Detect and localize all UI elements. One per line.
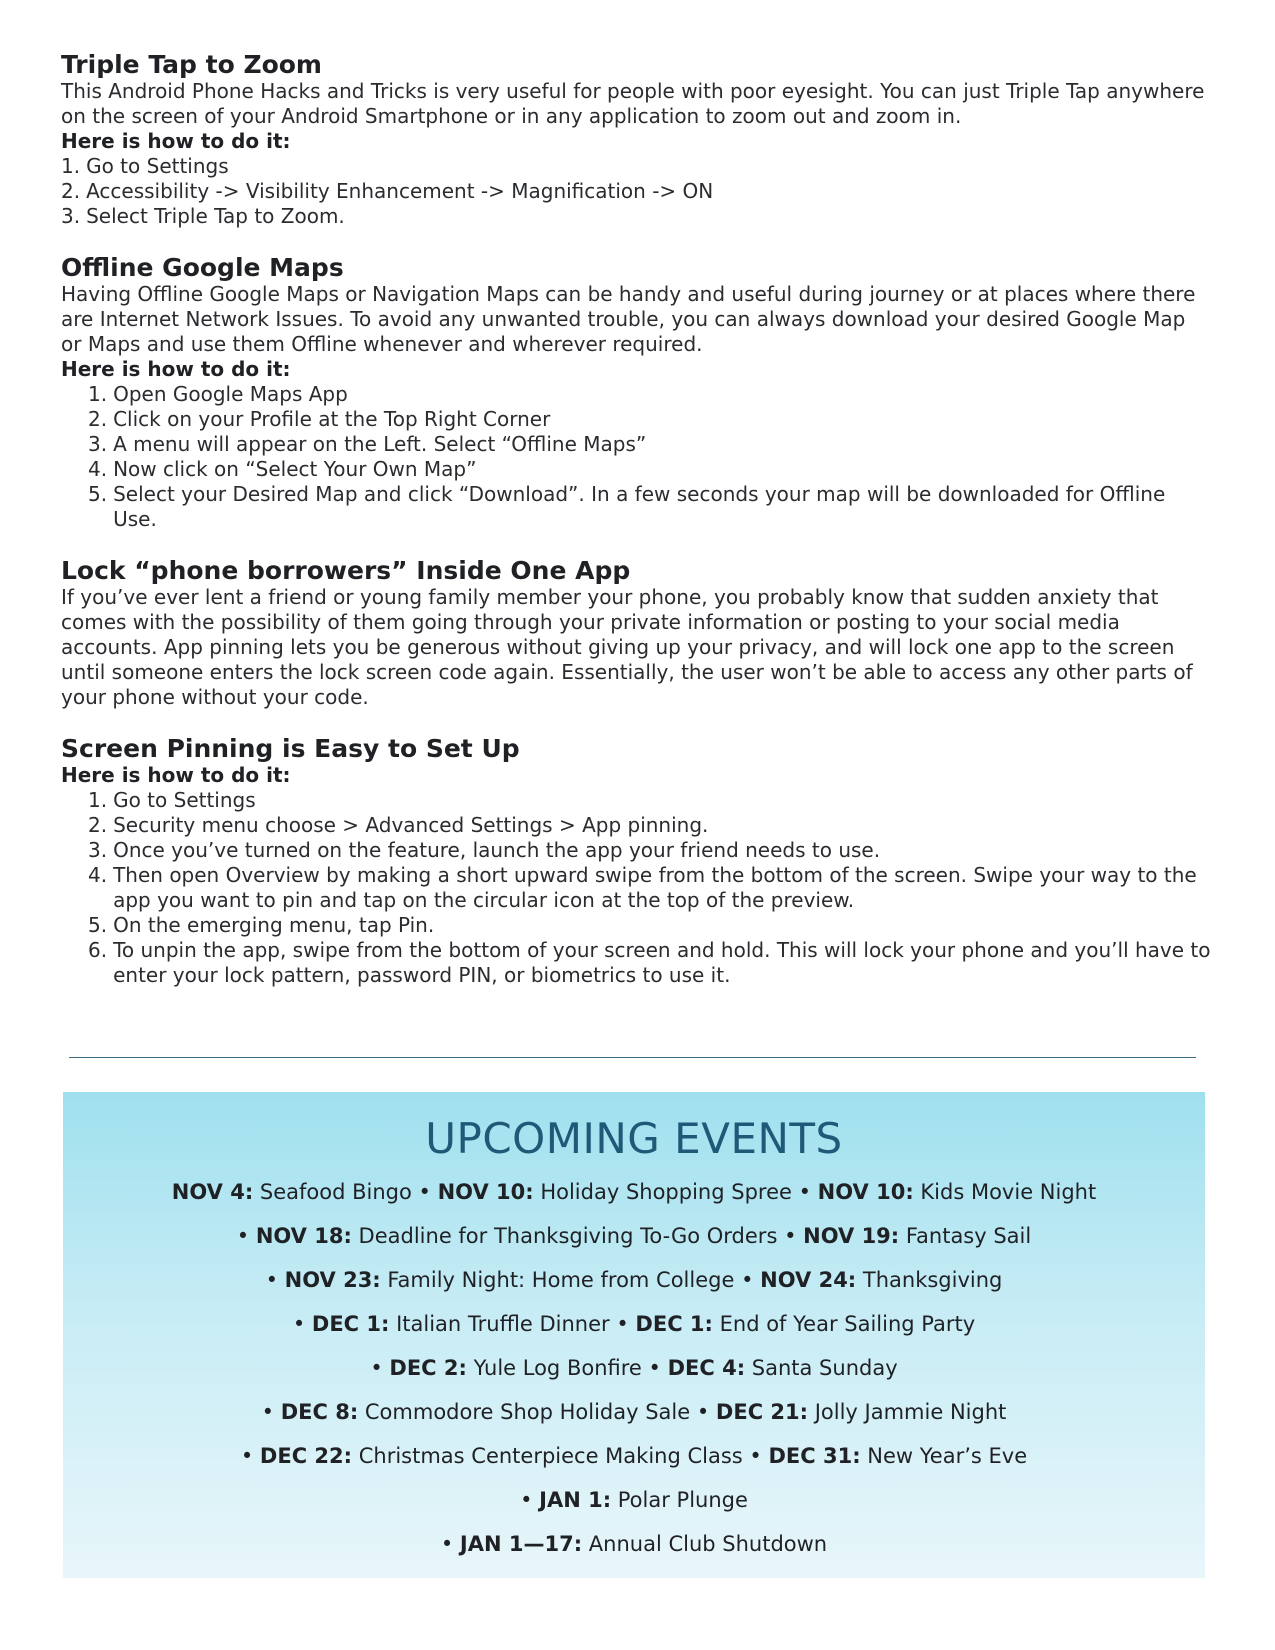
event-line: [63, 1170, 1205, 1214]
event-name: Deadline for Thanksgiving To-Go Orders: [351, 1224, 778, 1248]
bullet-separator: •: [265, 1268, 285, 1292]
event-date: DEC 8:: [280, 1400, 359, 1424]
event-name: Santa Sunday: [745, 1356, 898, 1380]
event-date: DEC 4:: [667, 1356, 746, 1380]
bullet-separator: •: [690, 1400, 716, 1424]
section-lock-phone-borrowers: [61, 556, 1211, 710]
section-paragraph: If you’ve ever lent a friend or young family member your phone, you probably know that sudden anxiety that comes with the possibility of them going through your private information or posting to your social media accounts. App pinning lets you be generous without giving up your privacy, and will lock one app to the screen until someone enters the lock screen code again. Essentially, the user won’t be able to access any other parts of your phone without your code.: [61, 585, 1193, 709]
event-name: Family Night: Home from College: [380, 1268, 735, 1292]
section-screen-pinning: [61, 734, 1211, 988]
list-item: 3. A menu will appear on the Left. Select “Offline Maps”: [88, 432, 647, 456]
steps-list: [61, 788, 1211, 988]
event-line: [63, 1390, 1205, 1434]
upcoming-events-box: [63, 1092, 1205, 1578]
event-name: Christmas Centerpiece Making Class: [352, 1444, 743, 1468]
event-date: JAN 1:: [539, 1488, 612, 1512]
section-title: Triple Tap to Zoom: [61, 50, 322, 79]
bullet-separator: •: [240, 1444, 260, 1468]
list-item: 1. Go to Settings: [61, 154, 229, 178]
event-date: NOV 23:: [284, 1268, 381, 1292]
list-item: 5. Select your Desired Map and click “Download”. In a few seconds your map will be downloaded for Offline Use.: [88, 482, 1166, 531]
bullet-separator: •: [609, 1312, 636, 1336]
event-name: Yule Log Bonfire: [466, 1356, 642, 1380]
bullet-separator: •: [292, 1312, 312, 1336]
event-date: NOV 18:: [255, 1224, 352, 1248]
event-name: End of Year Sailing Party: [712, 1312, 976, 1336]
event-date: NOV 19:: [803, 1224, 900, 1248]
bullet-separator: •: [734, 1268, 761, 1292]
list-item: 2. Click on your Profile at the Top Right Corner: [88, 407, 551, 431]
list-item: 6. To unpin the app, swipe from the bottom of your screen and hold. This will lock your phone and you’ll have to enter your lock pattern, password PIN, or biometrics to use it.: [88, 938, 1211, 987]
events-title: UPCOMING EVENTS: [425, 1114, 843, 1163]
steps-list: [61, 154, 1211, 229]
event-name: Annual Club Shutdown: [582, 1532, 828, 1556]
bullet-separator: •: [261, 1400, 281, 1424]
section-divider: [69, 1057, 1196, 1058]
event-date: JAN 1—17:: [459, 1532, 583, 1556]
list-item: 3. Select Triple Tap to Zoom.: [61, 204, 345, 228]
event-date: DEC 2:: [389, 1356, 467, 1380]
event-date: DEC 21:: [715, 1400, 809, 1424]
howto-heading: Here is how to do it:: [61, 129, 291, 153]
event-name: Italian Truffle Dinner: [389, 1312, 610, 1336]
event-date: DEC 31:: [768, 1444, 861, 1468]
section-paragraph: This Android Phone Hacks and Tricks is very useful for people with poor eyesight. You can just Triple Tap anywhere on the screen of your Android Smartphone or in any application to zoom out and zoom in.: [61, 79, 1205, 128]
bullet-separator: •: [520, 1488, 540, 1512]
bullet-separator: •: [742, 1444, 769, 1468]
bullet-separator: •: [641, 1356, 668, 1380]
bullet-separator: •: [236, 1224, 256, 1248]
event-name: Thanksgiving: [856, 1268, 1003, 1292]
event-name: Holiday Shopping Spree: [533, 1180, 792, 1204]
event-name: New Year’s Eve: [860, 1444, 1028, 1468]
list-item: 1. Go to Settings: [88, 788, 256, 812]
howto-heading: Here is how to do it:: [61, 763, 291, 787]
event-date: NOV 24:: [760, 1268, 857, 1292]
event-line: [63, 1478, 1205, 1522]
event-line: [63, 1302, 1205, 1346]
section-title: Offline Google Maps: [61, 253, 344, 282]
bullet-separator: •: [370, 1356, 390, 1380]
list-item: 3. Once you’ve turned on the feature, launch the app your friend needs to use.: [88, 838, 881, 862]
list-item: 2. Accessibility -> Visibility Enhancement -> Magnification -> ON: [61, 179, 714, 203]
steps-list: [61, 382, 1211, 532]
event-date: DEC 1:: [311, 1312, 390, 1336]
section-title: Screen Pinning is Easy to Set Up: [61, 734, 520, 763]
list-item: 4. Then open Overview by making a short upward swipe from the bottom of the screen. Swipe your way to the app you want to pin and tap on the circular icon at the top of the preview.: [88, 863, 1197, 912]
event-name: Jolly Jammie Night: [808, 1400, 1007, 1424]
event-line: [63, 1258, 1205, 1302]
bullet-separator: •: [791, 1180, 818, 1204]
event-line: [63, 1214, 1205, 1258]
list-item: 5. On the emerging menu, tap Pin.: [88, 913, 435, 937]
event-line: [63, 1522, 1205, 1566]
event-name: Commodore Shop Holiday Sale: [358, 1400, 691, 1424]
event-date: NOV 4:: [171, 1180, 254, 1204]
event-name: Fantasy Sail: [899, 1224, 1032, 1248]
section-triple-tap-zoom: [61, 50, 1211, 229]
howto-heading: Here is how to do it:: [61, 357, 291, 381]
event-name: Polar Plunge: [611, 1488, 748, 1512]
bullet-separator: •: [411, 1180, 438, 1204]
event-line: [63, 1346, 1205, 1390]
event-name: Seafood Bingo: [253, 1180, 412, 1204]
event-date: DEC 22:: [259, 1444, 353, 1468]
list-item: 4. Now click on “Select Your Own Map”: [88, 457, 477, 481]
list-item: 1. Open Google Maps App: [88, 382, 348, 406]
article-content: [61, 50, 1211, 1012]
section-title: Lock “phone borrowers” Inside One App: [61, 556, 631, 585]
section-paragraph: Having Offline Google Maps or Navigation Maps can be handy and useful during journey or at places where there are Internet Network Issues. To avoid any unwanted trouble, you can always download your desired Google Map or Maps and use them Offline whenever and wherever required.: [61, 282, 1196, 356]
events-list: [63, 1170, 1205, 1566]
bullet-separator: •: [777, 1224, 804, 1248]
bullet-separator: •: [440, 1532, 460, 1556]
list-item: 2. Security menu choose > Advanced Settings > App pinning.: [88, 813, 709, 837]
event-name: Kids Movie Night: [913, 1180, 1097, 1204]
section-offline-google-maps: [61, 253, 1211, 532]
event-line: [63, 1434, 1205, 1478]
event-date: DEC 1:: [635, 1312, 713, 1336]
event-date: NOV 10:: [437, 1180, 534, 1204]
event-date: NOV 10:: [817, 1180, 914, 1204]
